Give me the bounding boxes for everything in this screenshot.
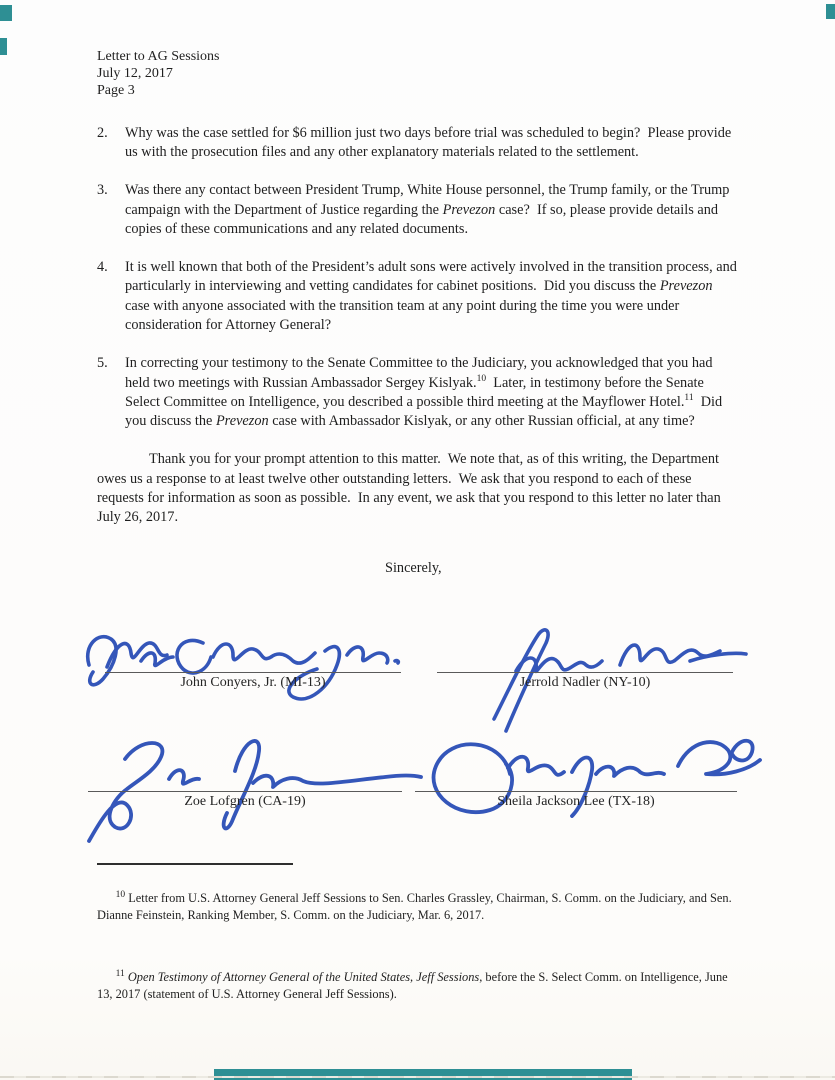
question-number: 5. <box>97 355 108 372</box>
question-item-2 <box>97 124 740 163</box>
footnote-divider <box>97 863 293 865</box>
footnote-marker: 10 <box>115 889 126 900</box>
footnote-text: Open Testimony of Attorney General of the United States, Jeff Sessions, before the S. Select Comm. on Intelligence, June 13, 2017 (statement of U.S. Attorney General Jeff Sessions). <box>97 969 731 1001</box>
jackson-lee-signature-line <box>415 791 737 792</box>
scan-bottom-edge <box>0 1076 835 1078</box>
footnote-text: Letter from U.S. Attorney General Jeff Sessions to Sen. Charles Grassley, Chairman, S. Comm. on the Judiciary, and Sen. Dianne Feinstein, Ranking Member, S. Comm. on the Judiciary, Mar. 6, 2017. <box>97 890 735 922</box>
footnote-10 <box>97 873 740 941</box>
signatory-name-nadler: Jerrold Nadler (NY-10) <box>519 674 651 690</box>
question-text: Was there any contact between President Trump, White House personnel, the Trump family, or the Trump campaign with the Department of Justice regarding the Prevezon case? If so, please provide details and copies of these communications and any related documents. <box>125 182 733 237</box>
question-number: 2. <box>97 124 108 141</box>
footnote-marker: 11 <box>115 968 125 979</box>
question-number: 4. <box>97 259 108 276</box>
question-text: It is well known that both of the President’s adult sons were actively involved in the transition process, and particularly in interviewing and vetting candidates for cabinet positions. Did you discuss the Prevezon case with anyone associated with the transition team at any point during the time you were under consideration for Attorney General? <box>125 259 741 333</box>
letter-header <box>97 48 740 100</box>
signature-block <box>97 581 740 849</box>
scan-mark-bottom-bar <box>214 1069 632 1080</box>
conyers-signature-line <box>105 672 401 673</box>
header-date-line: July 12, 2017 <box>97 66 173 82</box>
lofgren-signature-line <box>88 791 402 792</box>
question-item-5 <box>97 354 740 431</box>
closing-paragraph: Thank you for your prompt attention to this matter. We note that, as of this writing, the Department owes us a response to at least twelve other outstanding letters. We ask that you respond to each of these requests for information as soon as possible. In any event, we ask that you respond to this letter no later than July 26, 2017. <box>97 451 725 526</box>
signatory-name-jackson-lee: Sheila Jackson Lee (TX-18) <box>497 793 655 809</box>
conyers-signature-ink <box>85 627 405 712</box>
question-item-3 <box>97 181 740 239</box>
signatory-name-conyers: John Conyers, Jr. (MI-13) <box>180 674 326 690</box>
question-item-4 <box>97 258 740 335</box>
letter-content <box>97 48 740 1031</box>
question-text: Why was the case settled for $6 million just two days before trial was scheduled to begin? Please provide us with the prosecution files and any other explanatory materials related to the settlement. <box>125 124 735 160</box>
header-addressee-line: Letter to AG Sessions <box>97 49 220 64</box>
header-page-number: Page 3 <box>97 83 135 99</box>
lofgren-signature-ink <box>85 731 425 849</box>
valediction: Sincerely, <box>385 559 442 576</box>
nadler-signature-line <box>437 672 733 673</box>
scan-mark-top-right <box>826 4 835 19</box>
question-list <box>97 124 740 432</box>
question-text: In correcting your testimony to the Senate Committee to the Judiciary, you acknowledged that you had held two meetings with Russian Ambassador Sergey Kislyak.$^{10}$ Later, in testimony before the Senate Select Committee on Intelligence, you described a possible third meeting at the Mayflower Hotel.$^{11}$ Did you discuss the Prevezon case with Ambassador Kislyak, or any other Russian official, at any time? <box>125 355 726 430</box>
footnote-11 <box>97 952 740 1020</box>
scan-mark-left-edge <box>0 38 7 55</box>
jackson-lee-signature-ink <box>410 724 765 839</box>
question-number: 3. <box>97 182 108 199</box>
signatory-name-lofgren: Zoe Lofgren (CA-19) <box>184 793 306 809</box>
scan-mark-top-left <box>0 5 12 21</box>
